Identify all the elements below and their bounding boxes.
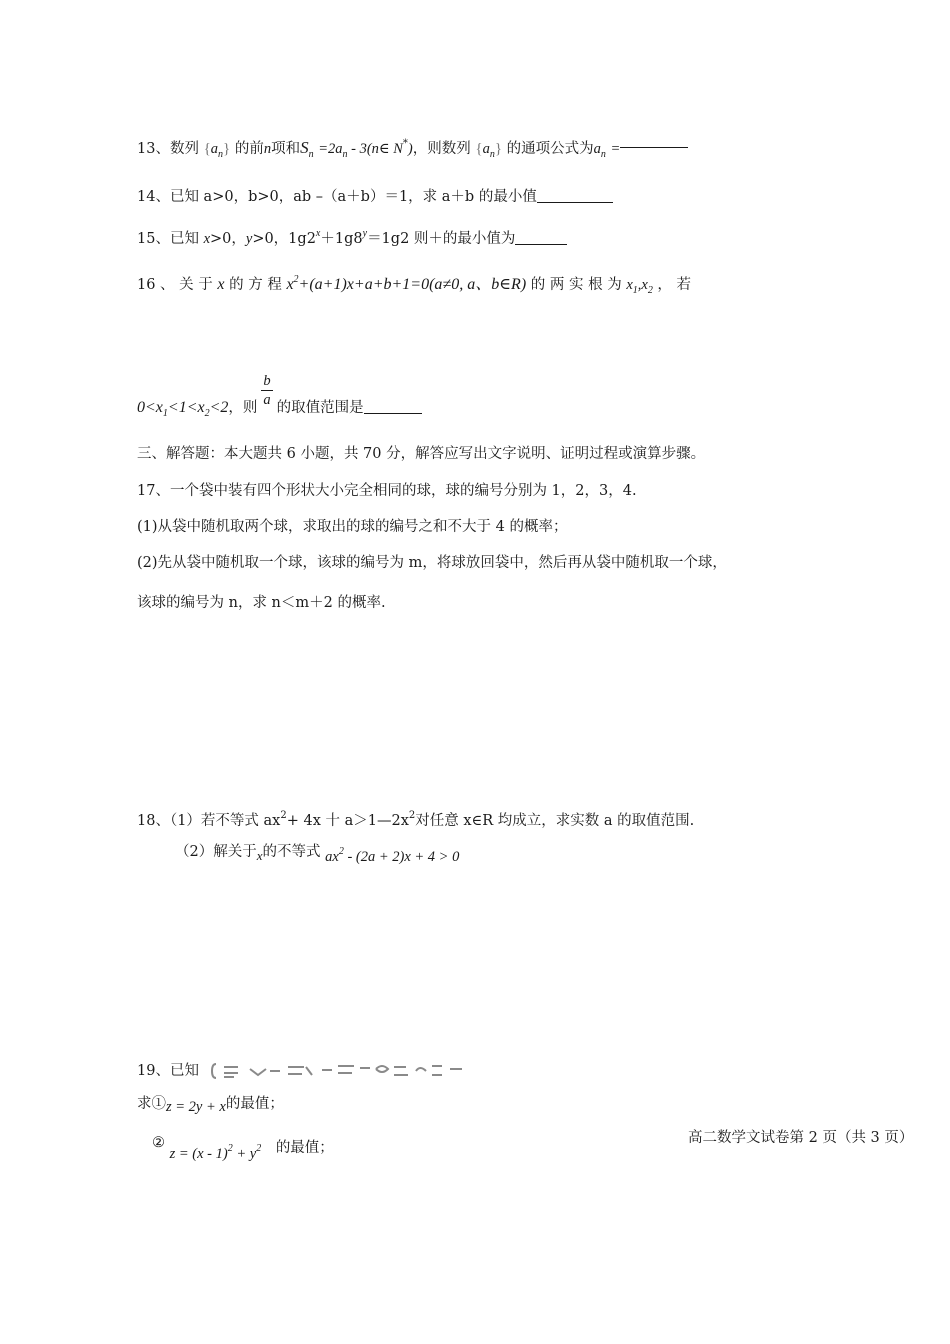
fraction-b-over-a: $\frac{b}{a}$ <box>263 373 271 408</box>
seq-brace-close: } <box>223 141 231 157</box>
question-19-label: 19、已知 <box>137 1061 470 1081</box>
page-footer: 高二数学文试卷第 2 页（共 3 页） <box>688 1130 914 1146</box>
question-18-part-1: 18、（1）若不等式 $ax^2+ 4x$ 十 $a>1—2x^2$对任意 x∈R 均成立，求实数 a 的取值范围. <box>137 810 695 829</box>
equation-16: $x^2+(a+1)x+a+b+1=0(a\ne 0$, a、b∈R) <box>286 274 527 293</box>
question-19-part-1: 求①z = 2y + x的最值； <box>137 1096 284 1115</box>
constraint-system-image <box>210 1061 470 1081</box>
question-13: 13、数列 $\{a_n\}$ 的前n项和$S_n =2a_n$ - 3(n∈ N*)，则数列 $\{a_n\}$ 的通项公式为$a_n$ = <box>137 134 688 165</box>
seq-brace-open: { <box>203 141 211 157</box>
question-19-part-2: ② $z = (x - 1)^2 + y^2$ 的最值； <box>152 1135 334 1162</box>
question-16: 16 、 关 于 x 的 方 程 $x^2+(a+1)x+a+b+1=0(a\ne 0$, a、b∈R) 的 两 实 根 为 $x_1,x_2$ ， 若 <box>137 274 692 296</box>
answer-blank-16 <box>364 399 422 414</box>
question-17-part-2-cont: 该球的编号为 n，求 n＜m＋2 的概率. <box>137 595 386 611</box>
question-17-part-1: (1)从袋中随机取两个球，求取出的球的编号之和不大于 4 的概率； <box>137 519 568 535</box>
question-17-stem: 17、一个袋中装有四个形状大小完全相同的球，球的编号分别为 1，2，3，4. <box>137 483 637 499</box>
answer-blank-15 <box>515 230 567 245</box>
answer-blank-14 <box>537 188 613 203</box>
question-17-part-2: (2)先从袋中随机取一个球，该球的编号为 m，将球放回袋中，然后再从袋中随机取一个球， <box>137 555 727 571</box>
inequality-18: $ax^2 - (2a + 2)x + 4 > 0$ <box>325 846 460 865</box>
question-14: 14、已知 a>0，b>0，ab –（a＋b）＝1，求 a＋b 的最小值 <box>137 187 613 207</box>
section-heading: 三、解答题：本大题共 6 小题，共 70 分，解答应写出文字说明、证明过程或演算步骤。 <box>137 446 706 462</box>
expression-19-2: $z = (x - 1)^2 + y^2$ <box>169 1143 262 1162</box>
question-15: 15、已知 x>0，y>0，$1g2^x+1g8^y=1g2$ 则＋的最小值为 <box>137 224 567 249</box>
roots-16: $x_1,x_2$ <box>626 277 653 296</box>
question-18-part-2: （2）解关于x的不等式 $ax^2 - (2a + 2)x + 4 > 0$ <box>175 844 460 865</box>
answer-blank-13 <box>620 147 688 148</box>
condition-16: $0<x_1<1<x_2<2$ <box>137 399 229 419</box>
question-16-condition: $0<x_1<1<x_2<2$，则 $\frac{b}{a}$ 的取值范围是 <box>137 372 422 434</box>
